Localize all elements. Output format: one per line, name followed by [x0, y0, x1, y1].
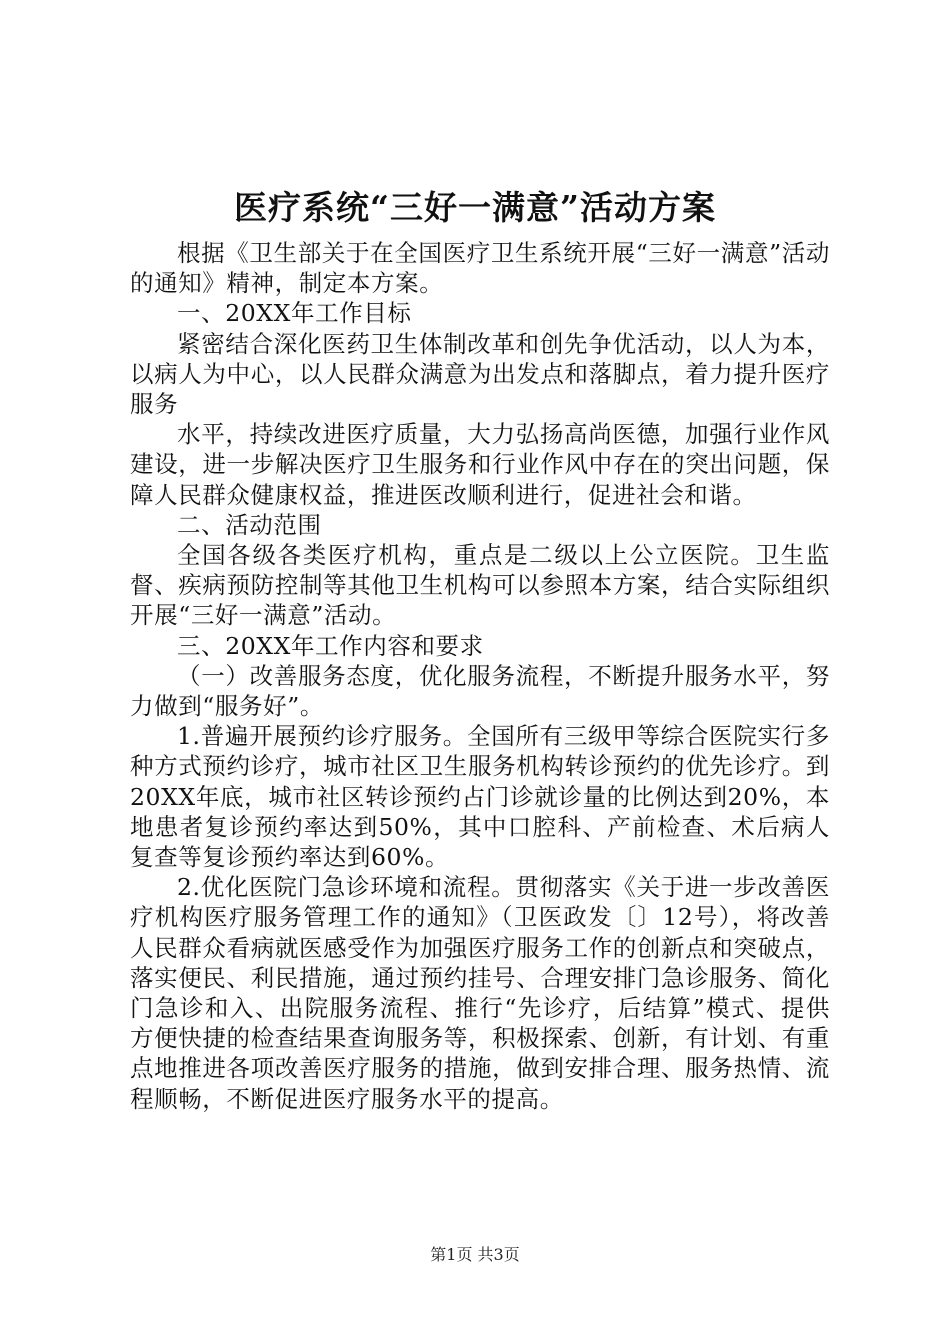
- heading-activity-scope: 二、活动范围: [177, 510, 322, 539]
- paragraph-goals: 紧密结合深化医药卫生体制改革和创先争优活动，以人为本，以病人为中心，以人民群众满意为出发点和落脚点，着力提升医疗服务: [130, 329, 830, 419]
- paragraph-intro: 根据《卫生部关于在全国医疗卫生系统开展“三好一满意”活动的通知》精神，制定本方案。: [130, 239, 830, 298]
- heading-work-content: 三、20XX年工作内容和要求: [177, 631, 484, 660]
- paragraph-section-one: （一）改善服务态度，优化服务流程，不断提升服务水平，努力做到“服务好”。: [130, 661, 830, 721]
- document-title: 医疗系统“三好一满意”活动方案: [234, 188, 716, 227]
- heading-work-goals: 一、20XX年工作目标: [177, 299, 412, 328]
- paragraph-item-2: 2.优化医院门急诊环境和流程。贯彻落实《关于进一步改善医疗机构医疗服务管理工作的通知》（卫医政发〔〕12号），将改善人民群众看病就医感受作为加强医疗服务工作的创新点和突破点，落实便民、利民措施，通过预约挂号、合理安排门急诊服务、简化门急诊和入、出院服务流程、推行“先诊疗，后结算”模式、提供方便快捷的检查结果查询服务等，积极探索、创新，有计划、有重点地推进各项改善医疗服务的措施，做到安排合理、服务热情、流程顺畅，不断促进医疗服务水平的提高。: [130, 873, 830, 1113]
- paragraph-goals-continued: 水平，持续改进医疗质量，大力弘扬高尚医德，加强行业作风建设，进一步解决医疗卫生服务和行业作风中存在的突出问题，保障人民群众健康权益，推进医改顺利进行，促进社会和谐。: [130, 420, 830, 509]
- paragraph-item-1: 1.普遍开展预约诊疗服务。全国所有三级甲等综合医院实行多种方式预约诊疗，城市社区卫生服务机构转诊预约的优先诊疗。到20XX年底，城市社区转诊预约占门诊就诊量的比例达到20%，本地患者复诊预约率达到50%，其中口腔科、产前检查、术后病人复查等复诊预约率达到60%。: [130, 722, 830, 872]
- page-footer: 第1页 共3页: [430, 1245, 520, 1264]
- paragraph-scope: 全国各级各类医疗机构，重点是二级以上公立医院。卫生监督、疾病预防控制等其他卫生机构可以参照本方案，结合实际组织开展“三好一满意”活动。: [130, 541, 830, 630]
- document-body: [130, 238, 830, 1114]
